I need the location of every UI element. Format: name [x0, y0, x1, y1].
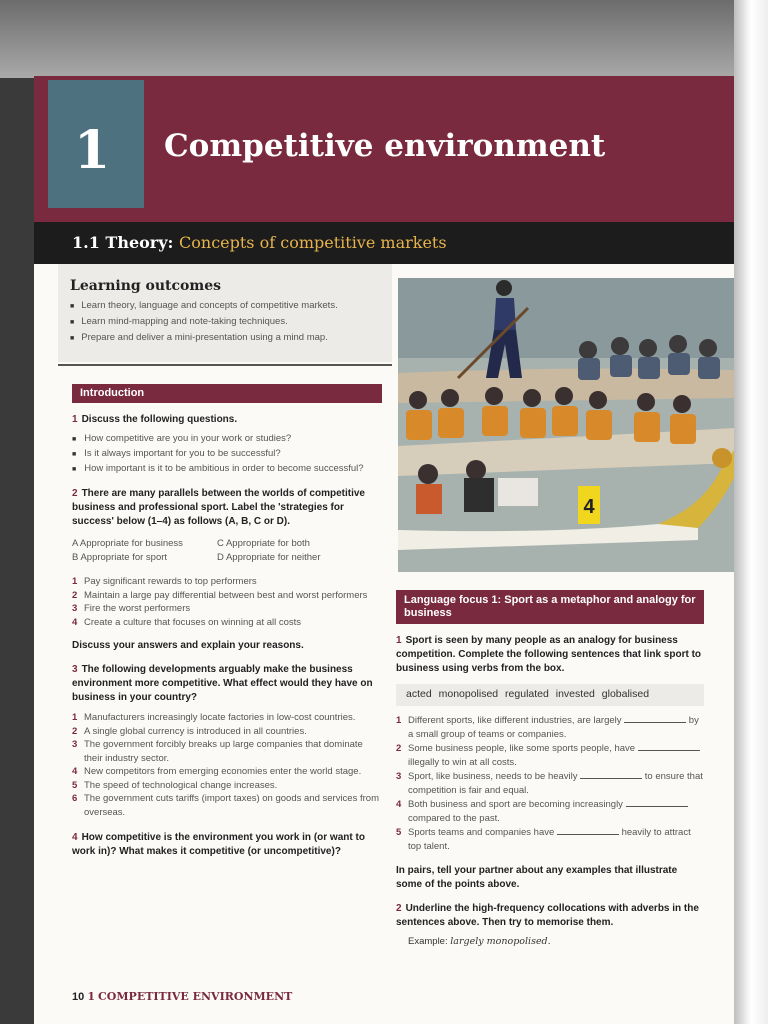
- lf-question-1: 1 Sport is seen by many people as an analogy for business competition. Complete the following sentences that link sport to business using verbs from the box.: [396, 635, 702, 674]
- page-footer: [72, 990, 292, 1003]
- learning-outcomes-list: [70, 298, 338, 346]
- learning-outcomes-box: [58, 264, 392, 362]
- chapter-title: Competitive environment: [164, 128, 606, 164]
- footer-chapter-title: COMPETITIVE ENVIRONMENT: [98, 990, 293, 1003]
- scan-edge: [734, 0, 768, 1024]
- question-1-list: [72, 432, 382, 477]
- introduction-heading: Introduction: [72, 384, 382, 403]
- page-number: 10: [72, 991, 85, 1003]
- label-a: A Appropriate for business: [72, 538, 183, 549]
- list-item: 5 Sports teams and companies have heavily to attract top talent.: [396, 827, 691, 852]
- list-item: ■ Is it always important for you to be successful?: [72, 447, 382, 462]
- chapter-banner: [34, 76, 734, 222]
- introduction-column: [72, 384, 382, 859]
- language-focus-heading: Language focus 1: Sport as a metaphor and analogy for business: [396, 590, 704, 624]
- list-item: 3 Sport, like business, needs to be heavily to ensure that competition is fair and equal.: [396, 771, 703, 796]
- list-item: ■ Learn theory, language and concepts of competitive markets.: [70, 298, 338, 314]
- answer-blank[interactable]: [557, 826, 619, 835]
- discuss-instruction: Discuss your answers and explain your reasons.: [72, 640, 304, 651]
- strategy-labels: [72, 537, 362, 565]
- list-item: 4 Create a culture that focuses on winning at all costs: [72, 616, 302, 628]
- list-item: 6 The government cuts tariffs (import taxes) on goods and services from overseas.: [72, 793, 379, 818]
- label-b: B Appropriate for sport: [72, 552, 168, 563]
- list-item: ■ Learn mind-mapping and note-taking techniques.: [70, 314, 338, 330]
- section-heading: [72, 233, 447, 252]
- label-d: D Appropriate for neither: [217, 552, 321, 563]
- list-item: 2 Some business people, like some sports people, have illegally to win at all costs.: [396, 742, 704, 770]
- fill-in-sentences: [396, 714, 704, 854]
- answer-blank[interactable]: [626, 798, 688, 807]
- list-item: 4 Both business and sport are becoming increasingly compared to the past.: [396, 798, 704, 826]
- list-item: 4 New competitors from emerging economies enter the world stage.: [72, 766, 362, 777]
- section-number: 1.1 Theory:: [72, 233, 174, 252]
- label-c: C Appropriate for both: [217, 538, 310, 549]
- word-box: acted monopolised regulated invested globalised: [396, 684, 704, 706]
- dragon-boat-illustration: [398, 278, 734, 572]
- question-3: 3 The following developments arguably make the business environment more competitive. What effect would they have on business in your country?: [72, 664, 373, 703]
- list-item: 5 The speed of technological change increases.: [72, 779, 278, 791]
- answer-blank[interactable]: [580, 770, 642, 779]
- list-item: 1 Pay significant rewards to top performers: [72, 576, 257, 587]
- list-item: 3 Fire the worst performers: [72, 603, 191, 614]
- list-item: 3 The government forcibly breaks up large companies that dominate their industry sector.: [72, 739, 363, 764]
- pairs-instruction: In pairs, tell your partner about any examples that illustrate some of the points above.: [396, 865, 678, 890]
- section-bar: [34, 222, 734, 264]
- list-item: 2 A single global currency is introduced in all countries.: [72, 725, 307, 737]
- question-1: 1 Discuss the following questions.: [72, 414, 238, 425]
- question-4: 4 How competitive is the environment you work in (or want to work in)? What makes it competitive (or uncompetitive)?: [72, 832, 365, 857]
- question-2: 2 There are many parallels between the worlds of competitive business and professional sport. Label the 'strategies for success' below (1–4) as follows (A, B, C or D).: [72, 488, 365, 527]
- learning-outcomes-title: Learning outcomes: [70, 278, 221, 294]
- answer-blank[interactable]: [624, 714, 686, 723]
- section-title: Concepts of competitive markets: [179, 233, 447, 252]
- answer-blank[interactable]: [638, 742, 700, 751]
- example-text: largely monopolised.: [450, 936, 551, 947]
- scan-background: [0, 0, 768, 78]
- developments-list: [72, 711, 382, 819]
- list-item: 1 Different sports, like different industries, are largely by a small group of teams or companies.: [396, 715, 699, 740]
- list-item: ■ Prepare and deliver a mini-presentation using a mind map.: [70, 330, 338, 346]
- list-item: ■ How competitive are you in your work or studies?: [72, 432, 382, 447]
- strategies-list: [72, 575, 382, 629]
- dragon-boat-photo: [398, 278, 734, 572]
- list-item: 2 Maintain a large pay differential between best and worst performers: [72, 589, 368, 601]
- example-line: Example: largely monopolised.: [408, 936, 551, 947]
- footer-chapter-number: 1: [87, 990, 95, 1003]
- divider: [58, 364, 392, 366]
- chapter-number: 1: [74, 120, 111, 181]
- lf-question-2: 2 Underline the high-frequency collocations with adverbs in the sentences above. Then try to memorise them.: [396, 903, 699, 928]
- language-focus-column: [396, 590, 704, 947]
- list-item: 1 Manufacturers increasingly locate factories in low-cost countries.: [72, 712, 356, 723]
- list-item: ■ How important is it to be ambitious in order to become successful?: [72, 462, 382, 477]
- textbook-page: [34, 76, 734, 1024]
- boat-number: 4: [583, 496, 595, 518]
